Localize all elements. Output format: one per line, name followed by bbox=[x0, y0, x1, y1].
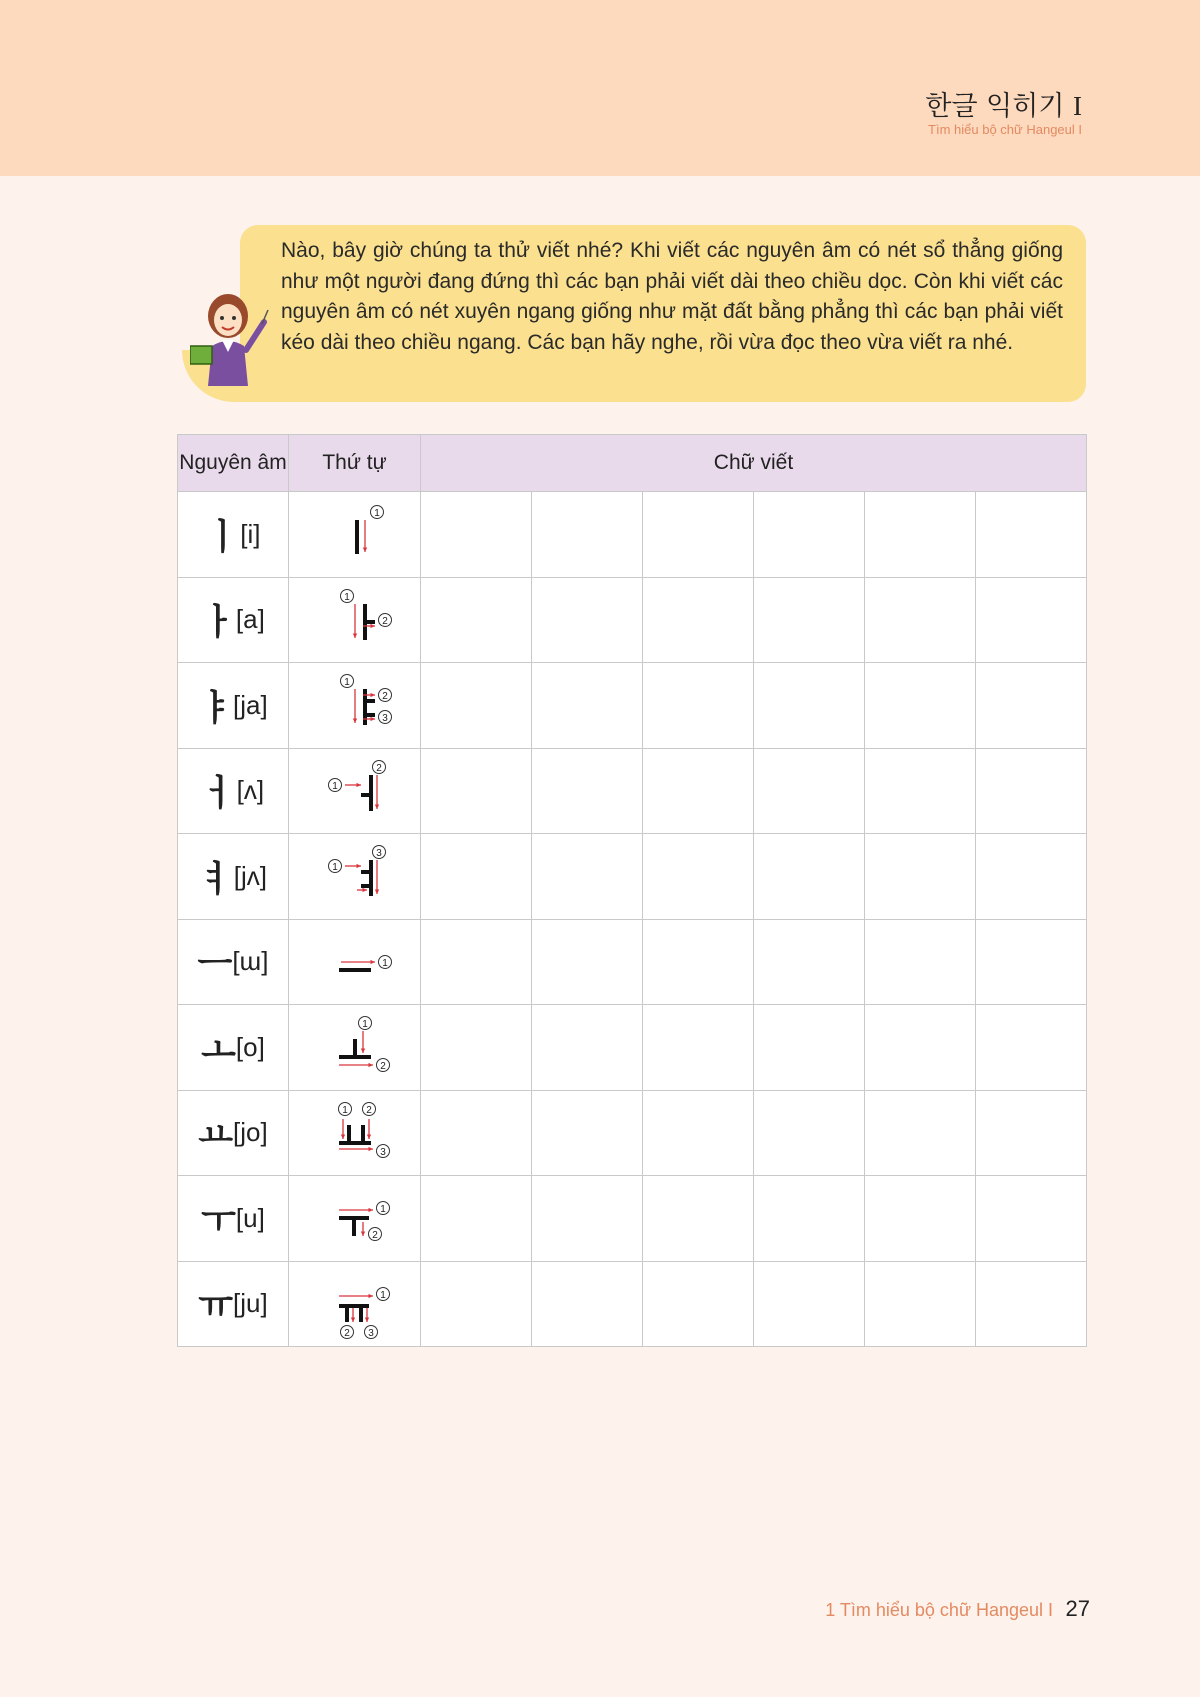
svg-text:1: 1 bbox=[373, 508, 380, 520]
stroke-arrow bbox=[345, 864, 361, 868]
page-title bbox=[925, 84, 1082, 123]
writing-practice-cell[interactable] bbox=[643, 492, 754, 578]
vowel-ipa: [ju] bbox=[233, 1288, 268, 1319]
svg-text:1: 1 bbox=[343, 677, 350, 689]
stroke-arrow bbox=[374, 860, 378, 894]
stroke-order-cell bbox=[289, 1176, 421, 1262]
writing-practice-cell[interactable] bbox=[976, 919, 1087, 1005]
writing-practice-cell[interactable] bbox=[865, 492, 976, 578]
vowel-cell bbox=[178, 1005, 289, 1091]
writing-practice-cell[interactable] bbox=[421, 1090, 532, 1176]
writing-practice-cell[interactable] bbox=[643, 1261, 754, 1347]
stroke-number-1 bbox=[358, 1017, 371, 1030]
svg-text:1: 1 bbox=[331, 862, 338, 874]
footer-label: 1 Tìm hiểu bộ chữ Hangeul I bbox=[825, 1600, 1054, 1620]
writing-practice-cell[interactable] bbox=[532, 1176, 643, 1262]
stroke-number-3 bbox=[372, 846, 385, 859]
table-row bbox=[178, 1261, 1087, 1347]
writing-practice-cell[interactable] bbox=[976, 834, 1087, 920]
stroke-order-diagram bbox=[305, 1180, 405, 1256]
writing-practice-cell[interactable] bbox=[532, 577, 643, 663]
vowel-jamo: ㅓ bbox=[201, 773, 237, 815]
writing-practice-cell[interactable] bbox=[421, 919, 532, 1005]
stroke-order-cell bbox=[289, 1261, 421, 1347]
svg-text:1: 1 bbox=[331, 780, 338, 792]
table-row bbox=[178, 492, 1087, 578]
table-row bbox=[178, 748, 1087, 834]
stroke-order-cell bbox=[289, 663, 421, 749]
stroke-number-2 bbox=[376, 1059, 389, 1072]
teacher-illustration bbox=[190, 290, 270, 386]
svg-text:1: 1 bbox=[379, 1289, 386, 1301]
stroke-arrow bbox=[339, 1294, 373, 1298]
vowel-jamo: ㅣ bbox=[205, 516, 241, 558]
writing-practice-cell[interactable] bbox=[754, 577, 865, 663]
svg-text:3: 3 bbox=[381, 713, 388, 725]
page-subtitle: Tìm hiểu bộ chữ Hangeul I bbox=[928, 122, 1082, 137]
stroke-number-3 bbox=[376, 1144, 389, 1157]
writing-practice-cell[interactable] bbox=[754, 663, 865, 749]
vertical-stroke bbox=[345, 1308, 349, 1322]
writing-practice-cell[interactable] bbox=[421, 1176, 532, 1262]
vertical-stroke bbox=[355, 520, 359, 554]
stroke-arrow bbox=[366, 1119, 370, 1139]
stroke-arrow bbox=[341, 960, 375, 964]
horizontal-stroke bbox=[339, 968, 371, 972]
writing-practice-cell[interactable] bbox=[865, 919, 976, 1005]
vertical-stroke bbox=[369, 775, 373, 811]
writing-practice-cell[interactable] bbox=[643, 1005, 754, 1091]
page-footer bbox=[825, 1596, 1090, 1622]
writing-practice-cell[interactable] bbox=[754, 919, 865, 1005]
vowel-ipa: [u] bbox=[235, 1202, 265, 1233]
stroke-order-cell bbox=[289, 834, 421, 920]
writing-practice-cell[interactable] bbox=[532, 492, 643, 578]
svg-text:2: 2 bbox=[371, 1230, 378, 1242]
writing-practice-cell[interactable] bbox=[643, 663, 754, 749]
stroke-order-diagram bbox=[305, 1266, 405, 1342]
writing-practice-cell[interactable] bbox=[532, 919, 643, 1005]
stroke-order-cell bbox=[289, 748, 421, 834]
stroke-order-diagram bbox=[305, 496, 405, 572]
writing-practice-cell[interactable] bbox=[865, 748, 976, 834]
writing-practice-cell[interactable] bbox=[754, 1005, 865, 1091]
stroke-arrow bbox=[345, 783, 361, 787]
vowel-jamo: ㅜ bbox=[201, 1200, 236, 1242]
title-roman: I bbox=[1073, 91, 1082, 121]
vertical-stroke bbox=[352, 1220, 356, 1236]
writing-practice-cell[interactable] bbox=[532, 663, 643, 749]
svg-text:3: 3 bbox=[367, 1327, 374, 1339]
horizontal-stroke bbox=[339, 1216, 369, 1220]
svg-text:2: 2 bbox=[343, 1327, 350, 1339]
stroke-number-1 bbox=[328, 860, 341, 873]
horizontal-stroke bbox=[339, 1304, 369, 1308]
stroke-number-1 bbox=[378, 955, 391, 968]
vertical-stroke bbox=[347, 1125, 351, 1141]
svg-text:1: 1 bbox=[341, 1104, 348, 1116]
stroke-number-3 bbox=[378, 711, 391, 724]
writing-practice-cell[interactable] bbox=[976, 1090, 1087, 1176]
writing-practice-cell[interactable] bbox=[976, 748, 1087, 834]
vowel-ipa: [ja] bbox=[233, 689, 268, 720]
vowel-cell bbox=[178, 1176, 289, 1262]
vowel-ipa: [i] bbox=[240, 518, 261, 549]
stroke-number-2 bbox=[362, 1102, 375, 1115]
vertical-stroke bbox=[361, 1125, 365, 1141]
writing-practice-cell[interactable] bbox=[865, 1261, 976, 1347]
horizontal-stroke bbox=[367, 699, 375, 703]
horizontal-stroke bbox=[361, 884, 369, 888]
writing-practice-cell[interactable] bbox=[532, 1090, 643, 1176]
vertical-stroke bbox=[353, 1039, 357, 1055]
stroke-number-2 bbox=[378, 613, 391, 626]
svg-text:2: 2 bbox=[375, 762, 382, 774]
vowel-cell bbox=[178, 1090, 289, 1176]
writing-practice-cell[interactable] bbox=[865, 663, 976, 749]
svg-text:3: 3 bbox=[379, 1146, 386, 1158]
svg-text:1: 1 bbox=[343, 591, 350, 603]
stroke-order-cell bbox=[289, 919, 421, 1005]
vowel-jamo: ㅡ bbox=[197, 944, 233, 986]
stroke-order-diagram bbox=[305, 582, 405, 658]
stroke-number-2 bbox=[372, 760, 385, 773]
writing-practice-cell[interactable] bbox=[976, 663, 1087, 749]
table-row bbox=[178, 1176, 1087, 1262]
header-writing: Chữ viết bbox=[421, 435, 1087, 492]
writing-practice-cell[interactable] bbox=[976, 1176, 1087, 1262]
stroke-number-3 bbox=[364, 1325, 377, 1338]
writing-practice-cell[interactable] bbox=[421, 1261, 532, 1347]
page-number: 27 bbox=[1065, 1596, 1090, 1621]
stroke-order-diagram bbox=[305, 1095, 405, 1171]
writing-practice-cell[interactable] bbox=[976, 1005, 1087, 1091]
stroke-number-1 bbox=[328, 778, 341, 791]
stroke-arrow bbox=[339, 1063, 373, 1067]
horizontal-stroke bbox=[367, 713, 375, 717]
vowel-jamo: ㅗ bbox=[201, 1029, 236, 1071]
writing-practice-cell[interactable] bbox=[754, 492, 865, 578]
stroke-order-diagram bbox=[305, 924, 405, 1000]
stroke-number-1 bbox=[338, 1102, 351, 1115]
stroke-order-cell bbox=[289, 1090, 421, 1176]
svg-text:1: 1 bbox=[379, 1204, 386, 1216]
table-row bbox=[178, 663, 1087, 749]
writing-practice-cell[interactable] bbox=[643, 919, 754, 1005]
writing-practice-cell[interactable] bbox=[421, 834, 532, 920]
vertical-stroke bbox=[359, 1308, 363, 1322]
writing-practice-cell[interactable] bbox=[865, 1090, 976, 1176]
vowel-cell bbox=[178, 1261, 289, 1347]
vowel-cell bbox=[178, 663, 289, 749]
stroke-arrow bbox=[340, 1119, 344, 1139]
stroke-number-1 bbox=[376, 1202, 389, 1215]
writing-practice-cell[interactable] bbox=[865, 1005, 976, 1091]
vowel-jamo: ㅛ bbox=[198, 1115, 234, 1157]
writing-practice-cell[interactable] bbox=[532, 1261, 643, 1347]
table-row bbox=[178, 1005, 1087, 1091]
svg-text:2: 2 bbox=[379, 1061, 386, 1073]
writing-practice-cell[interactable] bbox=[421, 492, 532, 578]
vowel-jamo: ㅕ bbox=[198, 858, 234, 900]
svg-text:3: 3 bbox=[375, 848, 382, 860]
vowel-jamo: ㅑ bbox=[198, 687, 234, 729]
svg-text:1: 1 bbox=[361, 1019, 368, 1031]
stroke-order-diagram bbox=[305, 838, 405, 914]
stroke-number-2 bbox=[368, 1228, 381, 1241]
vowel-jamo: ㅏ bbox=[201, 602, 236, 644]
stroke-number-1 bbox=[370, 506, 383, 519]
writing-practice-cell[interactable] bbox=[532, 834, 643, 920]
stroke-arrow bbox=[339, 1208, 373, 1212]
svg-text:2: 2 bbox=[365, 1104, 372, 1116]
writing-practice-cell[interactable] bbox=[643, 577, 754, 663]
stroke-arrow bbox=[360, 1031, 364, 1053]
writing-practice-cell[interactable] bbox=[865, 1176, 976, 1262]
vertical-stroke bbox=[369, 860, 373, 896]
stroke-arrow bbox=[374, 775, 378, 809]
header-vowel: Nguyên âm bbox=[178, 435, 289, 492]
svg-text:2: 2 bbox=[381, 615, 388, 627]
writing-practice-cell[interactable] bbox=[976, 577, 1087, 663]
stroke-number-1 bbox=[376, 1287, 389, 1300]
stroke-number-2 bbox=[340, 1325, 353, 1338]
stroke-order-diagram bbox=[305, 1009, 405, 1085]
vowel-ipa: [jo] bbox=[233, 1117, 268, 1148]
writing-practice-cell[interactable] bbox=[532, 748, 643, 834]
stroke-order-cell bbox=[289, 492, 421, 578]
table-row bbox=[178, 1090, 1087, 1176]
stroke-arrow bbox=[352, 689, 356, 723]
vowel-cell bbox=[178, 492, 289, 578]
writing-practice-cell[interactable] bbox=[532, 1005, 643, 1091]
writing-practice-cell[interactable] bbox=[754, 834, 865, 920]
stroke-arrow bbox=[362, 520, 366, 552]
stroke-arrow bbox=[360, 1222, 364, 1236]
stroke-order-cell bbox=[289, 1005, 421, 1091]
writing-practice-cell[interactable] bbox=[865, 577, 976, 663]
stroke-number-2 bbox=[378, 689, 391, 702]
vowel-ipa: [o] bbox=[235, 1031, 265, 1062]
writing-practice-cell[interactable] bbox=[421, 577, 532, 663]
vowel-ipa: [ʌ] bbox=[236, 775, 265, 806]
vowel-cell bbox=[178, 834, 289, 920]
stroke-order-diagram bbox=[305, 753, 405, 829]
vertical-stroke bbox=[363, 604, 367, 640]
writing-practice-cell[interactable] bbox=[754, 1261, 865, 1347]
vowel-cell bbox=[178, 577, 289, 663]
table-header-row bbox=[178, 435, 1087, 492]
stroke-arrow bbox=[364, 1308, 368, 1322]
writing-practice-cell[interactable] bbox=[421, 748, 532, 834]
writing-practice-cell[interactable] bbox=[865, 834, 976, 920]
stroke-order-cell bbox=[289, 577, 421, 663]
stroke-number-1 bbox=[340, 675, 353, 688]
vowel-ipa: [ɯ] bbox=[232, 946, 269, 977]
horizontal-stroke bbox=[367, 620, 375, 624]
vowel-jamo: ㅠ bbox=[198, 1286, 234, 1328]
vowel-ipa: [jʌ] bbox=[233, 860, 267, 891]
writing-practice-cell[interactable] bbox=[976, 1261, 1087, 1347]
stroke-arrow bbox=[339, 1147, 373, 1151]
writing-practice-cell[interactable] bbox=[643, 1090, 754, 1176]
writing-practice-cell[interactable] bbox=[643, 1176, 754, 1262]
horizontal-stroke bbox=[361, 870, 369, 874]
svg-text:1: 1 bbox=[381, 957, 388, 969]
writing-practice-cell[interactable] bbox=[643, 834, 754, 920]
vowel-writing-table bbox=[177, 434, 1087, 1347]
intro-text: Nào, bây giờ chúng ta thử viết nhé? Khi viết các nguyên âm có nét sổ thẳng giống như một người đang đứng thì các bạn phải viết dài theo chiều dọc. Còn khi viết các nguyên âm có nét xuyên ngang giống như mặt đất bằng phẳng thì các bạn phải viết kéo dài theo chiều ngang. Các bạn hãy nghe, rồi vừa đọc theo vừa viết ra nhé. bbox=[281, 239, 1063, 354]
writing-practice-cell[interactable] bbox=[754, 1090, 865, 1176]
table-row bbox=[178, 919, 1087, 1005]
horizontal-stroke bbox=[361, 793, 369, 797]
horizontal-stroke bbox=[339, 1141, 371, 1145]
stroke-order-diagram bbox=[305, 667, 405, 743]
stroke-arrow bbox=[357, 888, 367, 892]
header-order: Thứ tự bbox=[289, 435, 421, 492]
stroke-arrow bbox=[352, 604, 356, 638]
svg-text:2: 2 bbox=[381, 691, 388, 703]
writing-practice-cell[interactable] bbox=[421, 1005, 532, 1091]
writing-practice-cell[interactable] bbox=[754, 1176, 865, 1262]
horizontal-stroke bbox=[339, 1055, 371, 1059]
writing-practice-cell[interactable] bbox=[754, 748, 865, 834]
writing-practice-cell[interactable] bbox=[643, 748, 754, 834]
vowel-cell bbox=[178, 919, 289, 1005]
writing-practice-cell[interactable] bbox=[421, 663, 532, 749]
table-row bbox=[178, 577, 1087, 663]
stroke-number-1 bbox=[340, 589, 353, 602]
stroke-arrow bbox=[350, 1308, 354, 1322]
title-korean: 한글 익히기 bbox=[925, 91, 1065, 122]
vowel-ipa: [a] bbox=[235, 604, 265, 635]
writing-practice-cell[interactable] bbox=[976, 492, 1087, 578]
table-row bbox=[178, 834, 1087, 920]
vowel-cell bbox=[178, 748, 289, 834]
